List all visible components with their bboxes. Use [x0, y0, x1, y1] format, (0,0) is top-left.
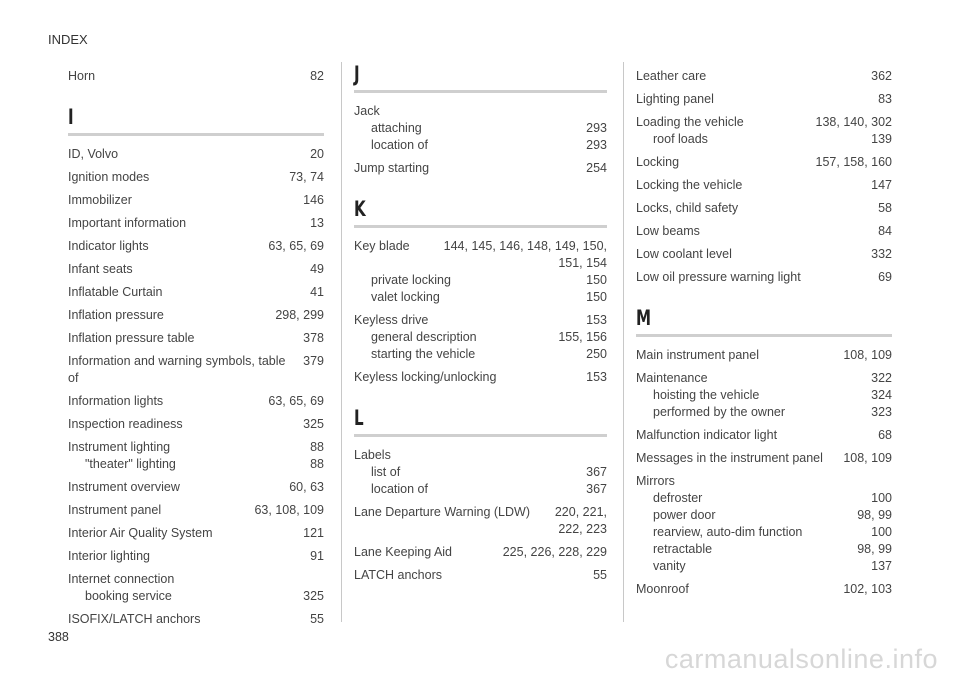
index-entry [68, 502, 324, 519]
index-entry-row [68, 169, 324, 186]
index-entry [354, 544, 607, 561]
index-entry-row [636, 473, 892, 490]
index-entry-row [68, 238, 324, 255]
index-pages: 83 [878, 92, 892, 106]
index-subterm: general description [371, 330, 477, 344]
index-pages: 144, 145, 146, 148, 149, 150, [443, 239, 607, 253]
index-term: Information and warning symbols, table of [68, 354, 286, 385]
index-subpages: 293 [586, 121, 607, 135]
section-divider [68, 133, 324, 136]
index-term: Mirrors [636, 474, 675, 488]
index-entry [68, 238, 324, 255]
index-subterm: "theater" lighting [85, 457, 176, 471]
index-entry-row [354, 567, 607, 584]
index-pages: 91 [310, 549, 324, 563]
index-subentry [636, 387, 892, 404]
index-subpages: 325 [303, 589, 324, 603]
page-header: INDEX [48, 32, 88, 47]
index-pages: 63, 65, 69 [268, 394, 324, 408]
index-entry [354, 103, 607, 154]
index-entry-row [354, 504, 607, 521]
index-subpages: 139 [871, 132, 892, 146]
index-subpages: 98, 99 [857, 508, 892, 522]
index-entry-row [68, 571, 324, 588]
index-pages: 322 [871, 371, 892, 385]
index-entry [68, 146, 324, 163]
index-pages: 63, 65, 69 [268, 239, 324, 253]
index-term: Ignition modes [68, 170, 150, 184]
index-entry-row [354, 544, 607, 561]
index-entry [354, 447, 607, 498]
index-subterm: attaching [371, 121, 422, 135]
index-entry-row [354, 238, 607, 255]
index-entry [68, 393, 324, 410]
index-entry-row [68, 353, 324, 387]
index-subpages: 250 [586, 347, 607, 361]
index-entry [636, 269, 892, 286]
index-subentry [68, 456, 324, 473]
index-entry-row [636, 427, 892, 444]
index-pages [316, 571, 324, 588]
index-entry [636, 450, 892, 467]
index-entry-row [636, 450, 892, 467]
index-section [636, 306, 892, 598]
index-subterm: power door [653, 508, 716, 522]
index-entry [636, 68, 892, 85]
index-term: Internet connection [68, 572, 175, 586]
index-pages: 84 [878, 224, 892, 238]
index-pages: 102, 103 [843, 582, 892, 596]
index-term: Immobilizer [68, 193, 132, 207]
index-subpages: 150 [586, 290, 607, 304]
index-subentry [354, 120, 607, 137]
index-term: Jack [354, 104, 380, 118]
index-term: Labels [354, 448, 391, 462]
index-entry [636, 223, 892, 240]
section-letter: L [354, 406, 364, 430]
index-entry-row [354, 369, 607, 386]
index-entry-row [68, 548, 324, 565]
index-pages: 13 [310, 216, 324, 230]
section-divider [354, 90, 607, 93]
index-term: Interior Air Quality System [68, 526, 213, 540]
watermark: carmanualsonline.info [664, 644, 938, 674]
index-subentry [354, 329, 607, 346]
index-entry [68, 439, 324, 473]
index-pages: 332 [871, 247, 892, 261]
index-entry [68, 169, 324, 186]
index-entry [68, 525, 324, 542]
index-term: Information lights [68, 394, 164, 408]
index-entry [354, 312, 607, 363]
index-entry [354, 504, 607, 538]
index-subpages: 155, 156 [558, 330, 607, 344]
index-entry [354, 369, 607, 386]
index-entry-row [68, 502, 324, 519]
section-divider [354, 434, 607, 437]
index-pages: 138, 140, 302 [815, 115, 892, 129]
index-term: Important information [68, 216, 187, 230]
index-subpages: 100 [871, 491, 892, 505]
index-subpages: 88 [310, 457, 324, 471]
index-pages-continued: 151, 154 [558, 256, 607, 270]
index-entry [636, 91, 892, 108]
index-subterm: location of [371, 138, 428, 152]
index-subentry [354, 346, 607, 363]
index-entry [636, 370, 892, 421]
index-entry-row [354, 160, 607, 177]
index-term: Instrument lighting [68, 440, 171, 454]
index-pages: 378 [303, 331, 324, 345]
index-pages [599, 103, 607, 120]
section-letter: M [636, 306, 652, 330]
index-pages: 362 [871, 69, 892, 83]
index-pages: 55 [593, 568, 607, 582]
index-entry-row [68, 192, 324, 209]
index-entry [68, 192, 324, 209]
index-term: Instrument panel [68, 503, 162, 517]
index-subpages: 367 [586, 482, 607, 496]
index-pages: 298, 299 [275, 308, 324, 322]
index-entry-row [68, 146, 324, 163]
index-entry-row [68, 307, 324, 324]
index-entry [68, 416, 324, 433]
index-term: Moonroof [636, 582, 689, 596]
index-entry [68, 611, 324, 628]
index-pages: 225, 226, 228, 229 [502, 545, 607, 559]
index-entry [68, 307, 324, 324]
index-entry-row [354, 312, 607, 329]
index-entry-row [636, 177, 892, 194]
index-subterm: rearview, auto-dim function [653, 525, 803, 539]
index-pages: 157, 158, 160 [815, 155, 892, 169]
index-term: Indicator lights [68, 239, 149, 253]
index-entry-row [636, 269, 892, 286]
index-pages: 82 [310, 69, 324, 83]
section-divider [636, 334, 892, 337]
index-entry-row [354, 447, 607, 464]
index-entry-row [636, 246, 892, 263]
index-subentry [354, 137, 607, 154]
index-subpages: 324 [871, 388, 892, 402]
index-entry-row [68, 68, 324, 85]
index-term: Inflatable Curtain [68, 285, 163, 299]
index-pages: 20 [310, 147, 324, 161]
index-subentry [636, 404, 892, 421]
index-pages: 49 [310, 262, 324, 276]
index-entry [636, 114, 892, 148]
index-pages: 41 [310, 285, 324, 299]
index-column-1 [68, 62, 324, 634]
index-pages: 153 [586, 313, 607, 327]
index-entry [68, 261, 324, 278]
index-subterm: performed by the owner [653, 405, 786, 419]
index-section [68, 105, 324, 628]
index-term: Low oil pressure warning light [636, 270, 801, 284]
index-entry [68, 68, 324, 85]
index-entry [68, 284, 324, 301]
index-term: ISOFIX/LATCH anchors [68, 612, 201, 626]
index-subentry [68, 588, 324, 605]
index-term: Interior lighting [68, 549, 150, 563]
index-entry-row [636, 370, 892, 387]
index-pages: 55 [310, 612, 324, 626]
section-letter: J [354, 62, 360, 86]
index-subentry [354, 481, 607, 498]
index-subterm: hoisting the vehicle [653, 388, 760, 402]
index-entry [636, 177, 892, 194]
index-entry-row [636, 223, 892, 240]
index-term: Key blade [354, 239, 410, 253]
index-term: Leather care [636, 69, 707, 83]
index-subpages: 367 [586, 465, 607, 479]
index-entry [636, 246, 892, 263]
section-letter: I [68, 105, 74, 129]
index-pages: 153 [586, 370, 607, 384]
page-number: 388 [48, 630, 69, 644]
index-entry-row [68, 215, 324, 232]
index-term: Lane Departure Warning (LDW) [354, 505, 530, 519]
index-pages: 220, 221, [554, 505, 607, 519]
index-subterm: defroster [653, 491, 703, 505]
index-pages: 108, 109 [843, 451, 892, 465]
index-term: Locking [636, 155, 680, 169]
index-entry-row [636, 581, 892, 598]
index-pages: 88 [310, 440, 324, 454]
index-term: Messages in the instrument panel [636, 451, 823, 465]
index-term: Loading the vehicle [636, 115, 744, 129]
index-term: Infant seats [68, 262, 133, 276]
index-subentry [354, 289, 607, 306]
index-entry-row [636, 114, 892, 131]
index-term: Inflation pressure table [68, 331, 195, 345]
index-entry-row [68, 284, 324, 301]
index-subpages: 323 [871, 405, 892, 419]
index-entry-row [354, 103, 607, 120]
index-subentry [636, 507, 892, 524]
index-pages: 146 [303, 193, 324, 207]
index-section [354, 406, 607, 584]
index-pages: 108, 109 [843, 348, 892, 362]
index-term: Jump starting [354, 161, 430, 175]
index-column-3 [623, 62, 892, 622]
index-pages: 58 [878, 201, 892, 215]
index-term: LATCH anchors [354, 568, 442, 582]
index-term: Keyless locking/unlocking [354, 370, 497, 384]
index-entry [354, 160, 607, 177]
index-pages: 147 [871, 178, 892, 192]
index-term: Inspection readiness [68, 417, 183, 431]
index-term: Low coolant level [636, 247, 732, 261]
index-entry [636, 347, 892, 364]
index-entry [68, 330, 324, 347]
index-entry [68, 215, 324, 232]
index-subentry [636, 541, 892, 558]
index-subterm: retractable [653, 542, 713, 556]
index-entry [636, 200, 892, 217]
index-subpages: 150 [586, 273, 607, 287]
index-entry-row [68, 261, 324, 278]
index-entry [636, 581, 892, 598]
index-subpages: 100 [871, 525, 892, 539]
index-pages: 63, 108, 109 [254, 503, 324, 517]
index-term: Instrument overview [68, 480, 180, 494]
index-subterm: starting the vehicle [371, 347, 476, 361]
index-pages: 254 [586, 161, 607, 175]
index-pages: 68 [878, 428, 892, 442]
index-subpages: 137 [871, 559, 892, 573]
index-subterm: roof loads [653, 132, 708, 146]
index-pages-continued: 222, 223 [558, 522, 607, 536]
index-subterm: vanity [653, 559, 686, 573]
index-entry [354, 238, 607, 306]
index-term: Lane Keeping Aid [354, 545, 453, 559]
index-pages [884, 473, 892, 490]
index-subentry [636, 558, 892, 575]
index-entry-row [68, 611, 324, 628]
index-entry [68, 548, 324, 565]
index-term: Main instrument panel [636, 348, 759, 362]
index-term: Keyless drive [354, 313, 429, 327]
index-term: Inflation pressure [68, 308, 164, 322]
index-pages: 379 [303, 354, 324, 368]
index-entry-row [68, 416, 324, 433]
index-pages: 121 [303, 526, 324, 540]
index-pages: 60, 63 [289, 480, 324, 494]
index-term: Locking the vehicle [636, 178, 743, 192]
index-term: Locks, child safety [636, 201, 739, 215]
index-entry [68, 353, 324, 387]
index-entry [68, 571, 324, 605]
index-term: Lighting panel [636, 92, 714, 106]
section-letter: K [354, 197, 366, 221]
index-entry [636, 427, 892, 444]
index-entry-row [68, 330, 324, 347]
index-term: ID, Volvo [68, 147, 119, 161]
index-entry [354, 567, 607, 584]
index-section [354, 62, 607, 177]
index-subentry [636, 131, 892, 148]
index-pages: 73, 74 [289, 170, 324, 184]
index-entry [636, 154, 892, 171]
index-subentry [354, 272, 607, 289]
index-subterm: list of [371, 465, 401, 479]
index-subterm: private locking [371, 273, 451, 287]
index-subterm: booking service [85, 589, 172, 603]
section-divider [354, 225, 607, 228]
index-term: Low beams [636, 224, 700, 238]
index-subterm: location of [371, 482, 428, 496]
index-entry [636, 473, 892, 575]
index-subentry [354, 464, 607, 481]
index-subentry [636, 490, 892, 507]
index-pages: 69 [878, 270, 892, 284]
index-subentry [636, 524, 892, 541]
index-subterm: valet locking [371, 290, 440, 304]
index-subpages: 98, 99 [857, 542, 892, 556]
index-entry-row [68, 479, 324, 496]
index-entry-row [68, 525, 324, 542]
index-entry-row [68, 439, 324, 456]
index-entry-row [636, 200, 892, 217]
index-entry-row [636, 91, 892, 108]
index-entry-row [68, 393, 324, 410]
index-column-2 [341, 62, 607, 622]
index-subpages: 293 [586, 138, 607, 152]
index-entry [68, 479, 324, 496]
index-entry-row [636, 68, 892, 85]
index-term: Horn [68, 69, 96, 83]
index-section [354, 197, 607, 386]
index-term: Maintenance [636, 371, 708, 385]
index-pages [599, 447, 607, 464]
index-entry-row [636, 347, 892, 364]
index-term: Malfunction indicator light [636, 428, 778, 442]
index-entry-row [636, 154, 892, 171]
index-pages: 325 [303, 417, 324, 431]
